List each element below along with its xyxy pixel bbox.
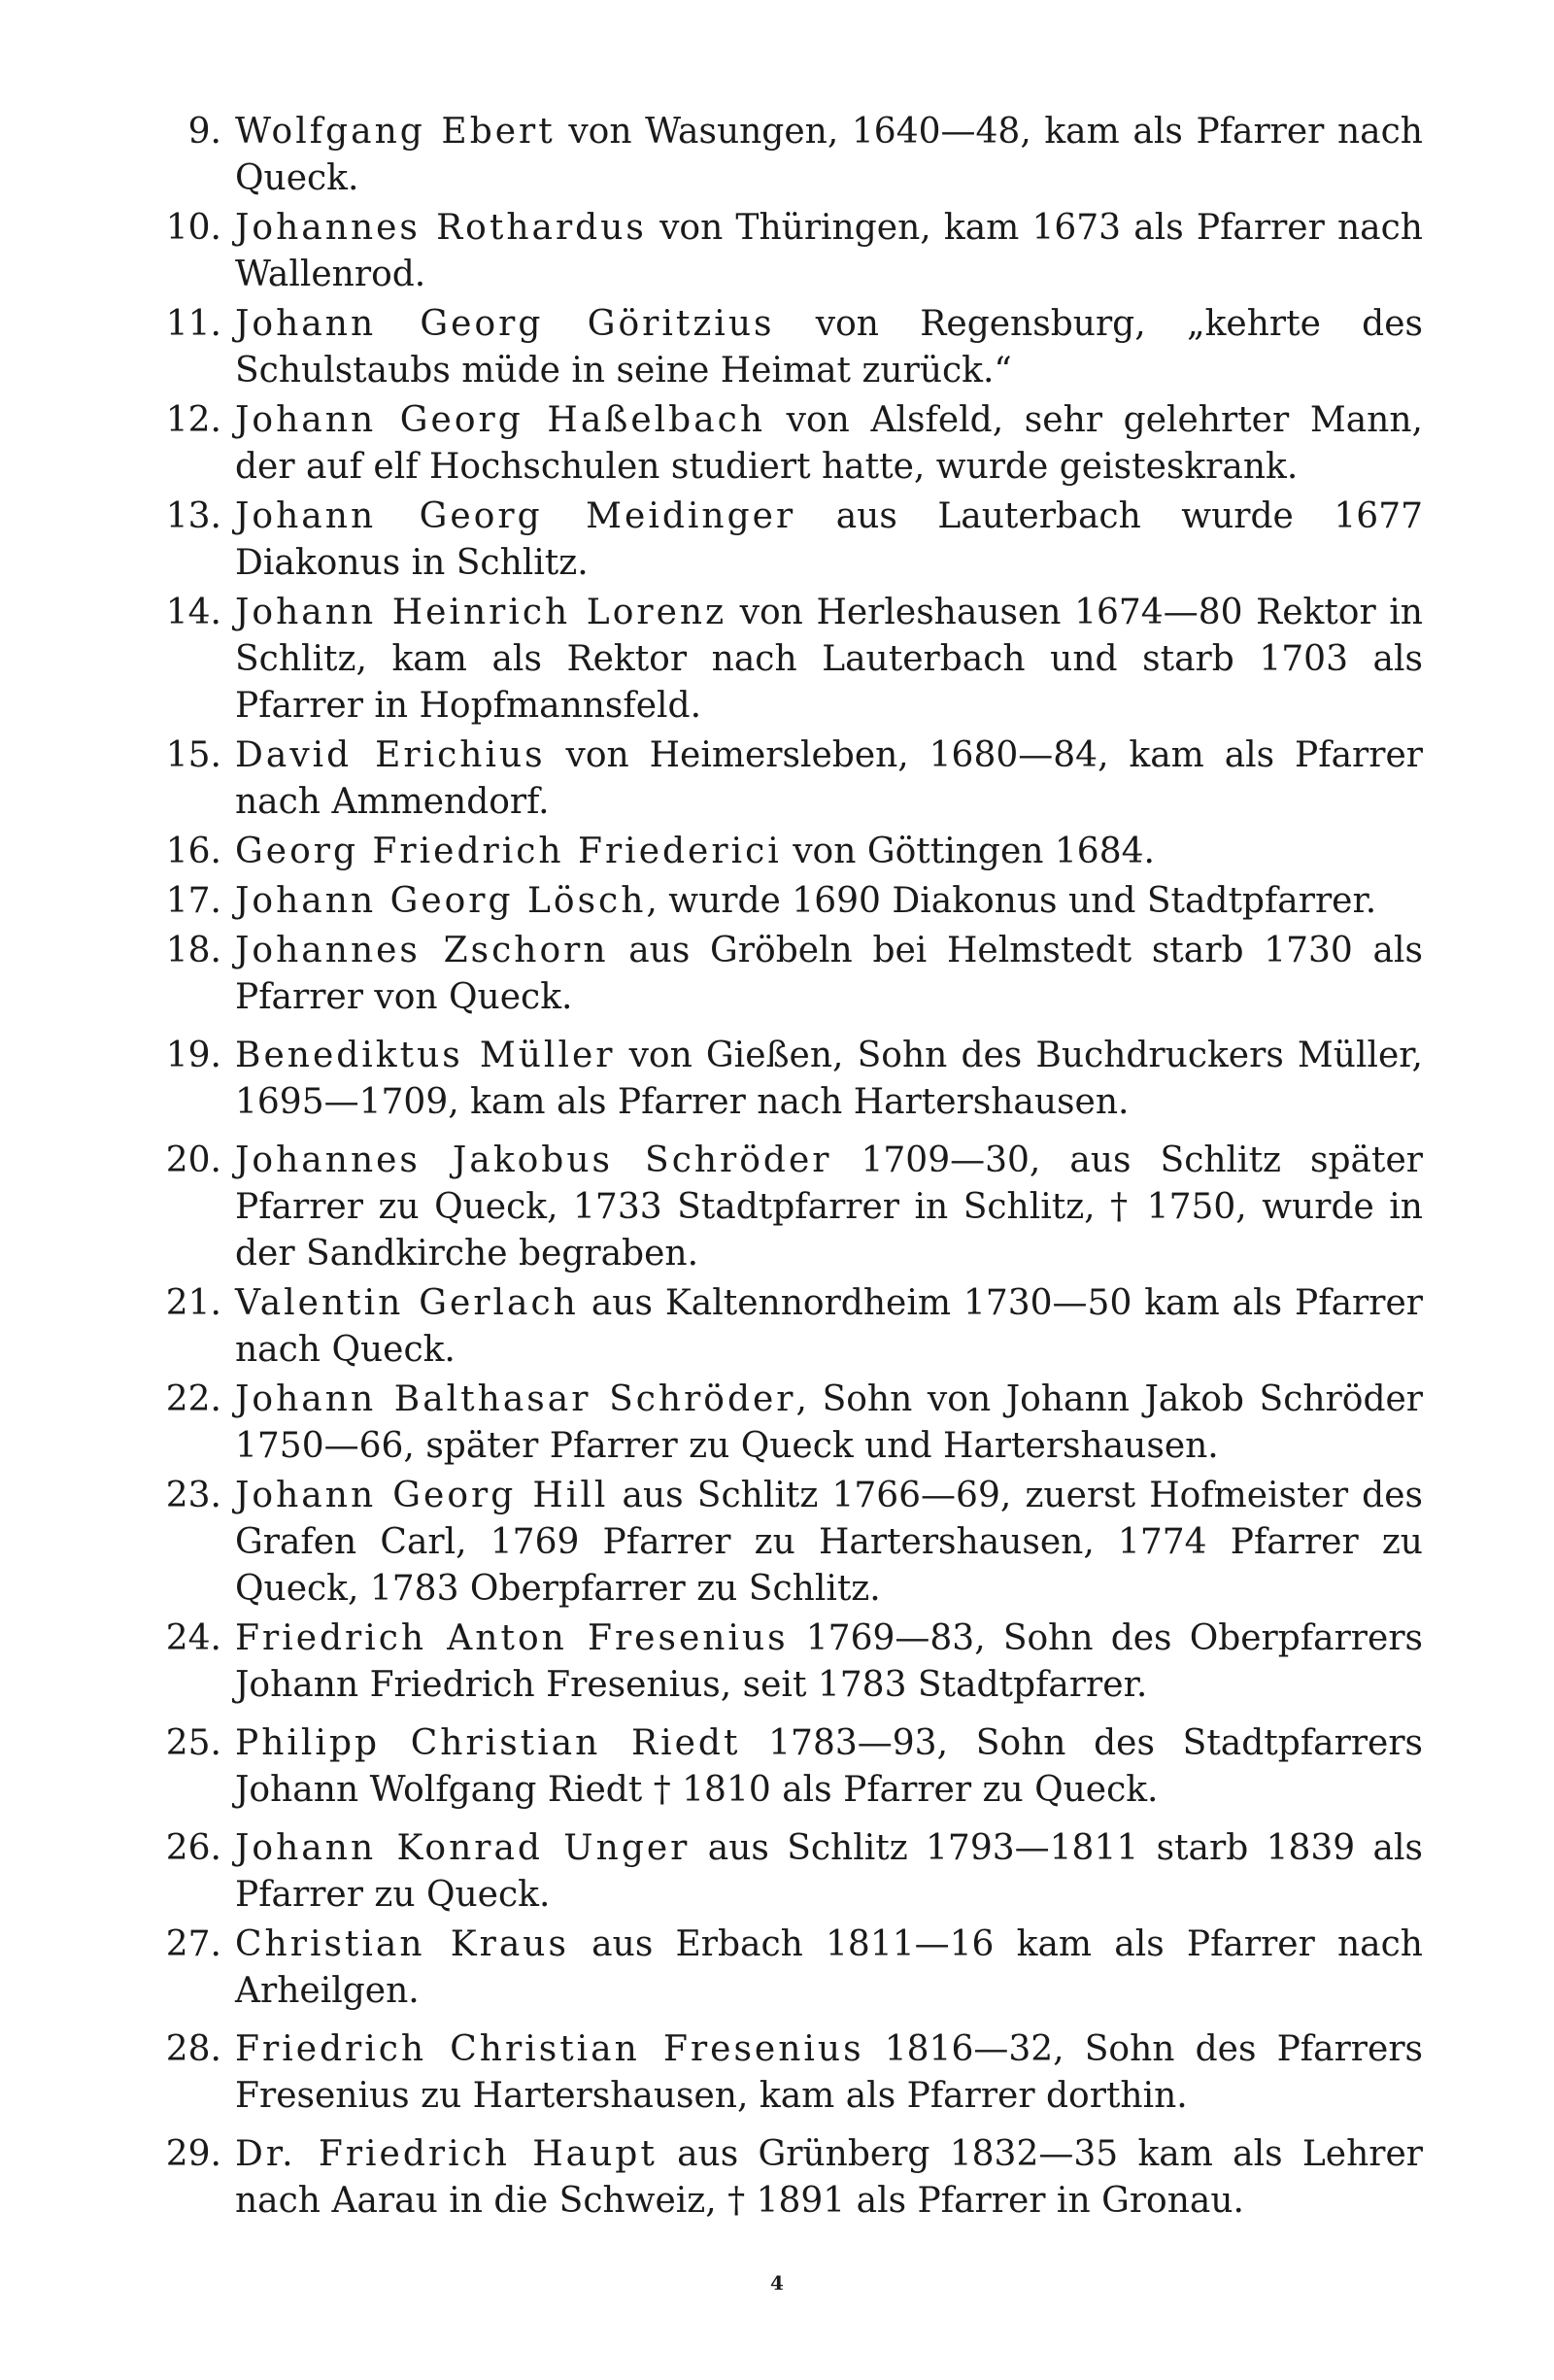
list-item (165, 493, 1423, 587)
person-name: Johann Heinrich Lorenz (235, 593, 727, 632)
list-item (165, 1615, 1423, 1709)
entry-number: 26. (165, 1828, 221, 1868)
entry-text: von Wasungen, 1640—48, kam als Pfarrer nach Queck. (235, 112, 1423, 198)
list-item (165, 878, 1423, 925)
entry-text: aus Grünberg 1832—35 kam als Lehrer nach Aarau in die Schweiz, † 1891 als Pfarrer in Gronau. (235, 2134, 1423, 2221)
person-name: Wolfgang Ebert (235, 112, 556, 152)
list-item (165, 829, 1423, 875)
entry-text: von Regensburg, „kehrte des Schulstaubs müde in seine Heimat zurück.“ (235, 304, 1423, 391)
entry-number: 22. (165, 1379, 221, 1419)
person-name: Johann Georg Lösch (235, 881, 647, 921)
list-item (165, 1921, 1423, 2015)
entry-number: 23. (165, 1476, 221, 1515)
person-name: David Erichius (235, 735, 546, 775)
person-name: Friedrich Christian Fresenius (235, 2029, 864, 2069)
entry-number: 21. (165, 1283, 221, 1323)
person-name: Johannes Jakobus Schröder (235, 1140, 832, 1180)
list-item (165, 2131, 1423, 2225)
entry-text: 1783—93, Sohn des Stadtpfarrers Johann Wolfgang Riedt † 1810 als Pfarrer zu Queck. (235, 1723, 1424, 1810)
list-item (165, 1825, 1423, 1919)
list-item (165, 928, 1423, 1021)
entry-text: von Gießen, Sohn des Buchdruckers Müller, 1695—1709, kam als Pfarrer nach Hartershausen. (235, 1036, 1423, 1122)
entry-text: 1769—83, Sohn des Oberpfarrers Johann Friedrich Fresenius, seit 1783 Stadtpfarrer. (235, 1618, 1423, 1705)
person-name: Friedrich Anton Fresenius (235, 1618, 789, 1658)
entry-number: 9. (187, 112, 221, 152)
list-item (165, 1377, 1423, 1470)
person-name: Johann Georg Göritzius (235, 304, 775, 344)
list-item (165, 1720, 1423, 1814)
list-item (165, 205, 1423, 298)
person-name: Johann Konrad Unger (235, 1828, 691, 1868)
entry-text: , Sohn von Johann Jakob Schröder 1750—66, später Pfarrer zu Queck und Hartershausen. (235, 1379, 1424, 1466)
entry-list (165, 109, 1423, 2227)
list-item (165, 397, 1423, 491)
entry-text: , wurde 1690 Diakonus und Stadtpfarrer. (646, 881, 1377, 921)
entry-number: 27. (165, 1924, 221, 1964)
entry-number: 12. (165, 400, 221, 440)
entry-number: 20. (165, 1140, 221, 1180)
entry-number: 14. (165, 593, 221, 632)
entry-text: 1816—32, Sohn des Pfarrers Fresenius zu Hartershausen, kam als Pfarrer dorthin. (235, 2029, 1424, 2116)
list-item (165, 109, 1423, 202)
person-name: Johann Georg Meidinger (235, 496, 796, 536)
entry-text: aus Gröbeln bei Helmstedt starb 1730 als Pfarrer von Queck. (235, 931, 1423, 1017)
entry-text: aus Schlitz 1793—1811 starb 1839 als Pfarrer zu Queck. (235, 1828, 1423, 1915)
list-item (165, 1280, 1423, 1374)
entry-text: von Thüringen, kam 1673 als Pfarrer nach Wallenrod. (235, 208, 1423, 294)
entry-number: 29. (165, 2134, 221, 2174)
entry-text: aus Erbach 1811—16 kam als Pfarrer nach Arheilgen. (235, 1924, 1423, 2011)
entry-number: 19. (165, 1036, 221, 1075)
entry-text: aus Kaltennordheim 1730—50 kam als Pfarrer nach Queck. (235, 1283, 1423, 1370)
entry-text: von Alsfeld, sehr gelehrter Mann, der auf elf Hochschulen studiert hatte, wurde geisteskrank. (235, 400, 1423, 487)
entry-text: von Göttingen 1684. (781, 832, 1155, 871)
entry-text: aus Schlitz 1766—69, zuerst Hofmeister des Grafen Carl, 1769 Pfarrer zu Hartershausen, 1774 Pfarrer zu Queck, 1783 Oberpfarrer zu Schlitz. (235, 1476, 1424, 1609)
list-item (165, 2026, 1423, 2120)
entry-text: 1709—30, aus Schlitz später Pfarrer zu Queck, 1733 Stadtpfarrer in Schlitz, † 1750, wurde in der Sandkirche begraben. (235, 1140, 1423, 1274)
entry-number: 18. (165, 931, 221, 970)
entry-text: von Heimersleben, 1680—84, kam als Pfarrer nach Ammendorf. (235, 735, 1423, 822)
person-name: Philipp Christian Riedt (235, 1723, 741, 1763)
entry-number: 11. (165, 304, 221, 344)
person-name: Johann Georg Haßelbach (235, 400, 766, 440)
person-name: Dr. Friedrich Haupt (235, 2134, 658, 2174)
entry-number: 16. (165, 832, 221, 871)
entry-number: 10. (165, 208, 221, 248)
list-item (165, 301, 1423, 394)
list-item (165, 1033, 1423, 1126)
list-item (165, 590, 1423, 730)
person-name: Benediktus Müller (235, 1036, 616, 1075)
list-item (165, 732, 1423, 826)
person-name: Georg Friedrich Friederici (235, 832, 782, 871)
entry-number: 24. (165, 1618, 221, 1658)
person-name: Christian Kraus (235, 1924, 569, 1964)
person-name: Johann Georg Hill (235, 1476, 609, 1515)
entry-number: 25. (165, 1723, 221, 1763)
entry-text: aus Lauterbach wurde 1677 Diakonus in Schlitz. (235, 496, 1423, 583)
person-name: Johannes Zschorn (235, 931, 609, 970)
list-item (165, 1138, 1423, 1277)
entry-text: von Herleshausen 1674—80 Rektor in Schlitz, kam als Rektor nach Lauterbach und starb 1703 als Pfarrer in Hopfmannsfeld. (235, 593, 1423, 726)
list-item (165, 1473, 1423, 1613)
entry-number: 15. (165, 735, 221, 775)
person-name: Johann Balthasar Schröder (235, 1379, 796, 1419)
entry-number: 13. (165, 496, 221, 536)
page-number: 4 (770, 2271, 784, 2295)
person-name: Johannes Rothardus (235, 208, 647, 248)
entry-number: 28. (165, 2029, 221, 2069)
person-name: Valentin Gerlach (235, 1283, 579, 1323)
entry-number: 17. (165, 881, 221, 921)
